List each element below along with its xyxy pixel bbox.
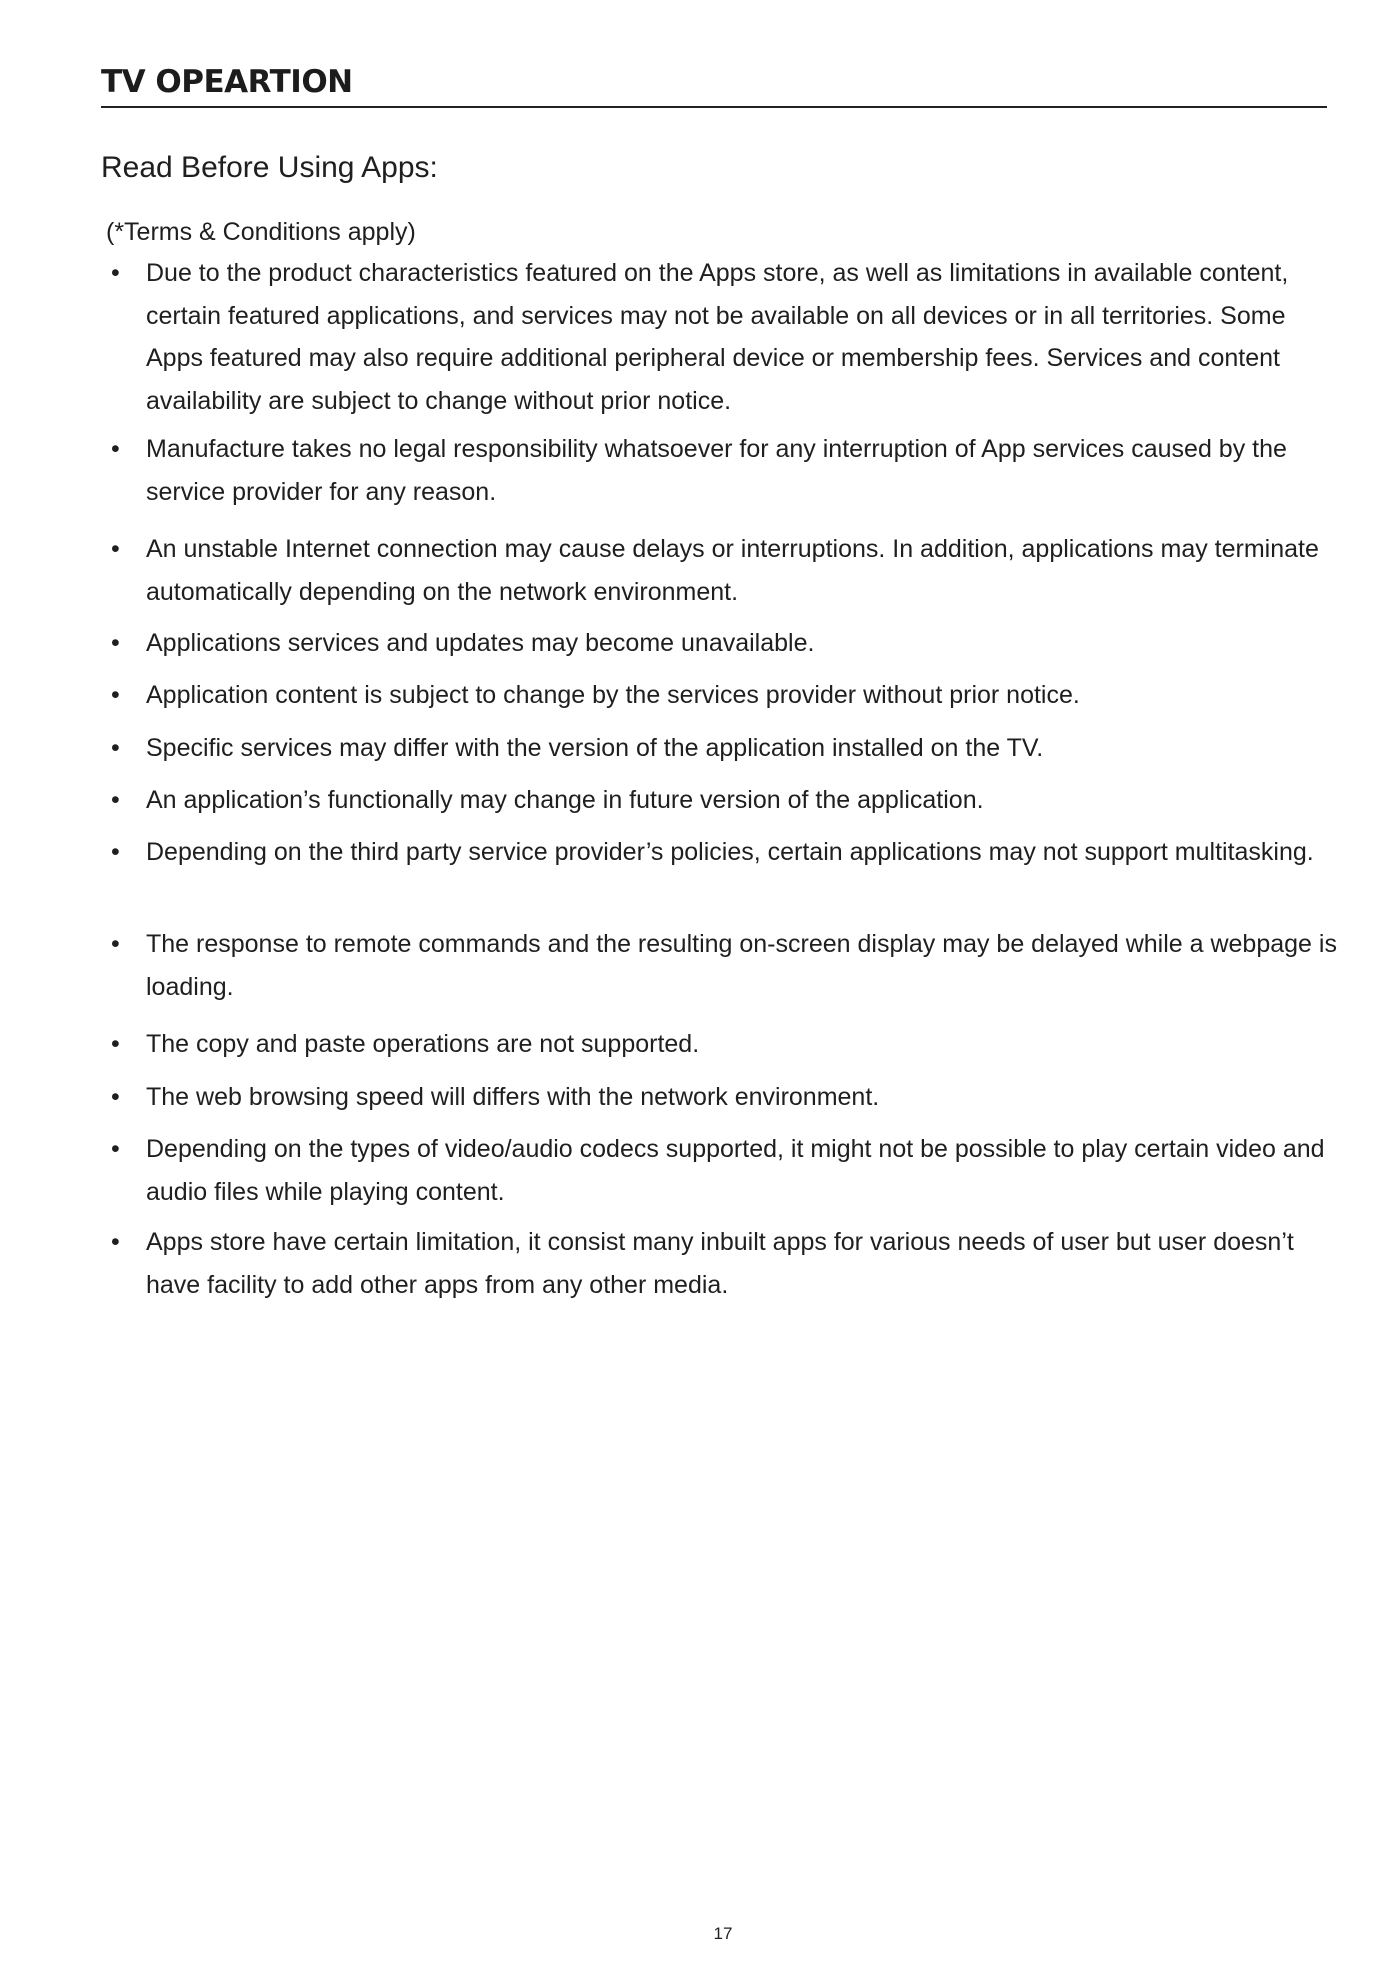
- notice-text: Depending on the third party service provider’s policies, certain applications may not support multitasking.: [146, 838, 1314, 866]
- notice-text: The response to remote commands and the resulting on-screen display may be delayed while a webpage is loading.: [146, 930, 1337, 1001]
- bullet-icon: •: [111, 535, 120, 563]
- terms-note: (*Terms & Conditions apply): [106, 218, 416, 246]
- notice-item: [101, 528, 1341, 613]
- page-title: TV OPEARTION: [101, 64, 353, 100]
- notice-item: [101, 1023, 1341, 1066]
- notice-item: [101, 831, 1341, 874]
- bullet-icon: •: [111, 1135, 120, 1163]
- notice-text: The copy and paste operations are not supported.: [146, 1030, 700, 1058]
- notice-text: Depending on the types of video/audio codecs supported, it might not be possible to play certain video and audio files while playing content.: [146, 1135, 1325, 1206]
- notice-item: [101, 622, 1341, 665]
- notice-item: [101, 252, 1341, 422]
- bullet-icon: •: [111, 930, 120, 958]
- notice-item: [101, 1221, 1341, 1306]
- notice-text: Due to the product characteristics featured on the Apps store, as well as limitations in available content, certain featured applications, and services may not be available on all devices or in all territories. Some Apps featured may also require additional peripheral device or membership fees. Services and content availability are subject to change without prior notice.: [146, 259, 1289, 415]
- bullet-icon: •: [111, 435, 120, 463]
- bullet-icon: •: [111, 629, 120, 657]
- page-header: [101, 58, 1327, 108]
- notice-item: [101, 1076, 1341, 1119]
- bullet-icon: •: [111, 1228, 120, 1256]
- page-number: 17: [713, 1924, 733, 1943]
- notice-item: [101, 923, 1341, 1008]
- bullet-icon: •: [111, 1030, 120, 1058]
- section-title: Read Before Using Apps:: [101, 151, 438, 184]
- notice-item: [101, 1128, 1341, 1213]
- notice-text: Manufacture takes no legal responsibility whatsoever for any interruption of App services caused by the service provider for any reason.: [146, 435, 1287, 506]
- notice-text: Applications services and updates may become unavailable.: [146, 629, 815, 657]
- notice-item: [101, 674, 1341, 717]
- notice-text: The web browsing speed will differs with the network environment.: [146, 1083, 880, 1111]
- notice-item: [101, 779, 1341, 822]
- bullet-icon: •: [111, 734, 120, 762]
- bullet-icon: •: [111, 681, 120, 709]
- notice-text: An application’s functionally may change in future version of the application.: [146, 786, 984, 814]
- bullet-icon: •: [111, 1083, 120, 1111]
- notice-text: An unstable Internet connection may cause delays or interruptions. In addition, applications may terminate automatically depending on the network environment.: [146, 535, 1319, 606]
- bullet-icon: •: [111, 259, 120, 287]
- notice-text: Specific services may differ with the version of the application installed on the TV.: [146, 734, 1044, 762]
- notice-text: Application content is subject to change by the services provider without prior notice.: [146, 681, 1080, 709]
- bullet-icon: •: [111, 838, 120, 866]
- notice-text: Apps store have certain limitation, it consist many inbuilt apps for various needs of user but user doesn’t have facility to add other apps from any other media.: [146, 1228, 1294, 1299]
- notice-item: [101, 428, 1341, 513]
- bullet-icon: •: [111, 786, 120, 814]
- notice-item: [101, 727, 1341, 770]
